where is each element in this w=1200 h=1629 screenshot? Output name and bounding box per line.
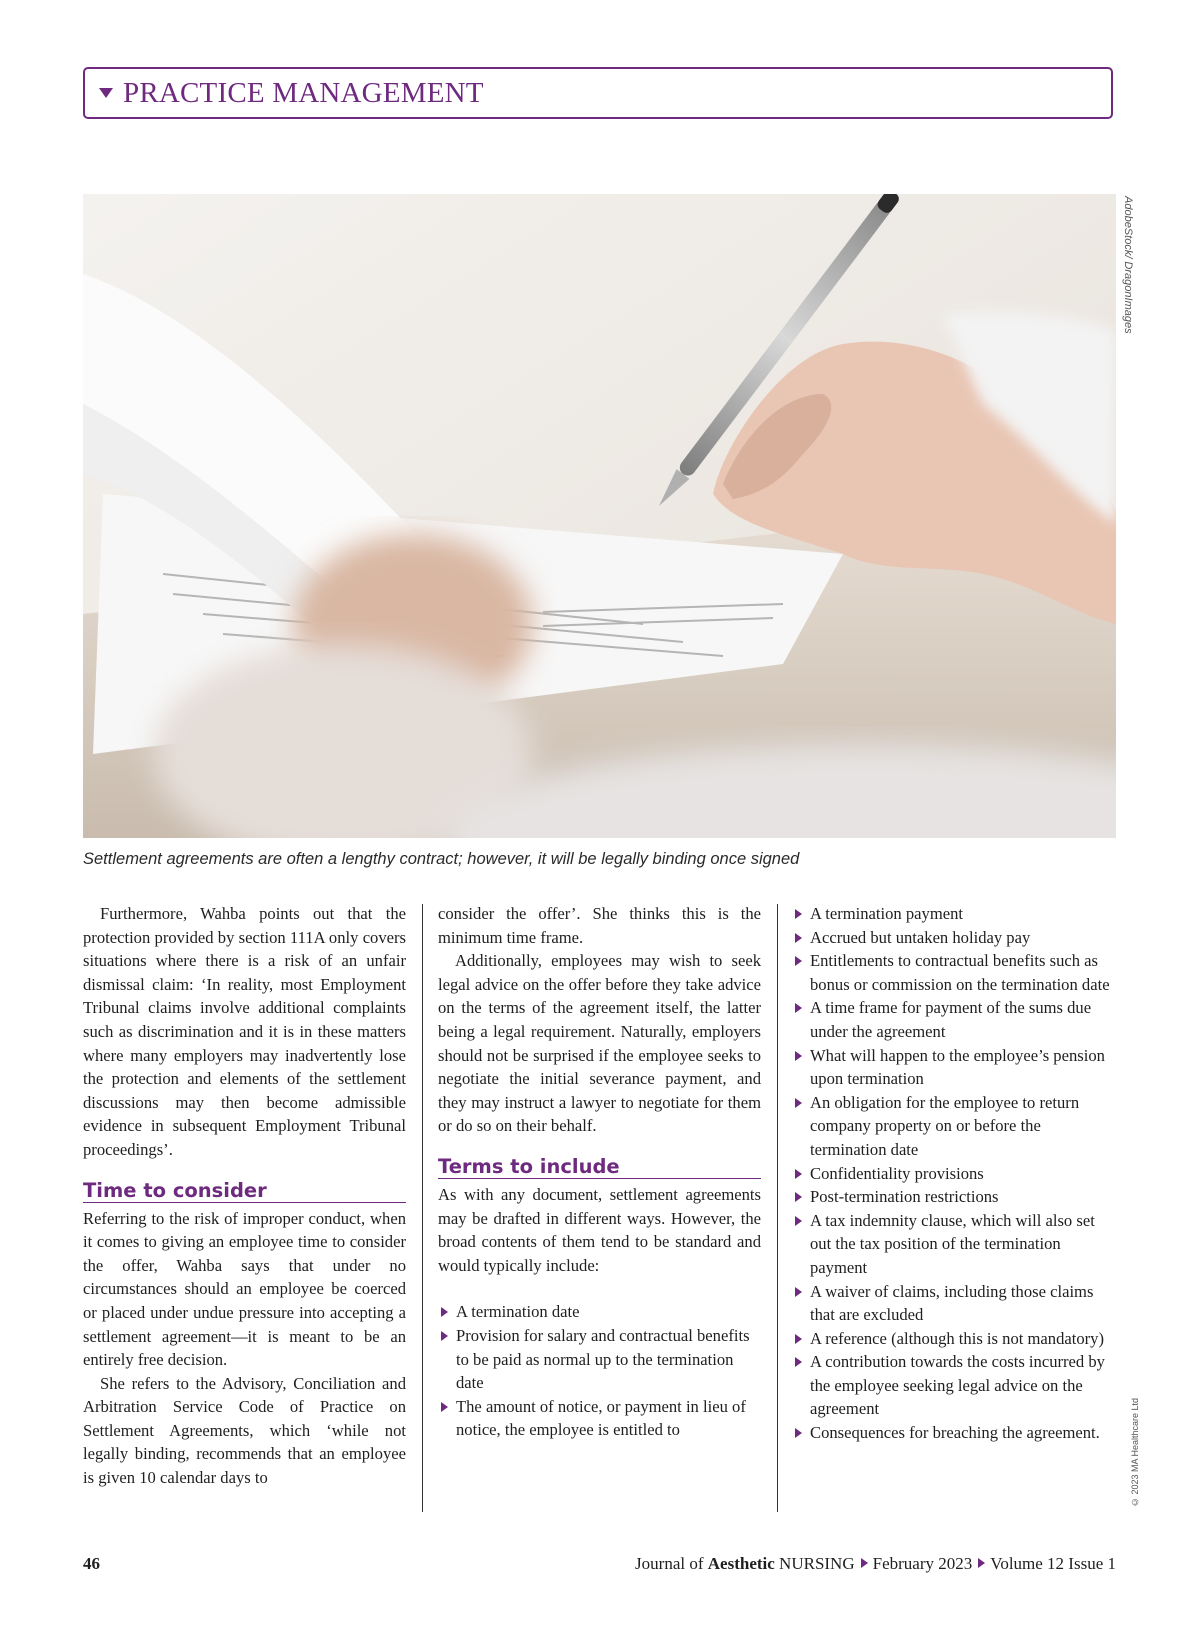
column-divider xyxy=(777,904,778,1512)
journal-info xyxy=(635,1554,1116,1574)
photo-credit: AdobeStock/ DragonImages xyxy=(1122,196,1134,334)
list-item: A tax indemnity clause, which will also set out the tax position of the termination payment xyxy=(792,1209,1117,1280)
paragraph: consider the offer’. She thinks this is the minimum time frame. xyxy=(438,904,761,947)
list-item: Consequences for breaching the agreement. xyxy=(792,1421,1117,1445)
list-item: Provision for salary and contractual benefits to be paid as normal up to the termination date xyxy=(438,1324,761,1395)
list-item: A time frame for payment of the sums due under the agreement xyxy=(792,996,1117,1043)
column-divider xyxy=(422,904,423,1512)
journal-prefix: Journal of xyxy=(635,1554,708,1573)
list-item: A waiver of claims, including those claims that are excluded xyxy=(792,1280,1117,1327)
page-footer xyxy=(83,1554,1116,1578)
paragraph: Referring to the risk of improper conduct, when it comes to giving an employee time to consider the offer, Wahba says that under no circumstances should an employee be coerced or placed under undue pressure into accepting a settlement agreement—it is meant to be an entirely free decision. xyxy=(83,1208,406,1370)
volume-issue: Volume 12 Issue 1 xyxy=(990,1554,1116,1573)
paragraph: Furthermore, Wahba points out that the protection provided by section 111A only covers situations where there is a risk of an unfair dismissal claim: ‘In reality, most Employment Tribunal claims involve additional complaints such as discrimination and it is in these matters where many employers may inadvertently lose the protection and elements of the settlement discussions may then become admissible evidence in subsequent Employment Tribunal proceedings’. xyxy=(83,904,406,1159)
section-title: PRACTICE MANAGEMENT xyxy=(123,76,484,109)
list-item: A termination payment xyxy=(792,902,1117,926)
triangle-right-icon xyxy=(978,1558,985,1568)
bullet-list xyxy=(792,902,1117,1445)
list-item: An obligation for the employee to return company property on or before the termination date xyxy=(792,1091,1117,1162)
list-item: Confidentiality provisions xyxy=(792,1162,1117,1186)
copyright-notice: © 2023 MA Healthcare Ltd xyxy=(1130,1398,1140,1508)
list-item: Post-termination restrictions xyxy=(792,1185,1117,1209)
section-banner xyxy=(83,67,1113,119)
journal-name-bold: Aesthetic xyxy=(707,1554,775,1573)
paragraph: She refers to the Advisory, Conciliation and Arbitration Service Code of Practice on Settlement Agreements, which ‘while not legally binding, recommends that an employee is given 10 calendar days to xyxy=(83,1373,406,1488)
triangle-right-icon xyxy=(861,1558,868,1568)
triangle-down-icon xyxy=(99,88,113,98)
article-photo xyxy=(83,194,1116,838)
subheading-time-to-consider: Time to consider xyxy=(83,1180,406,1203)
page-number: 46 xyxy=(83,1554,100,1573)
list-item: Entitlements to contractual benefits such as bonus or commission on the termination date xyxy=(792,949,1117,996)
list-item: The amount of notice, or payment in lieu of notice, the employee is entitled to xyxy=(438,1395,761,1442)
article-column-3 xyxy=(792,902,1117,1445)
list-item: A reference (although this is not mandatory) xyxy=(792,1327,1117,1351)
article-column-2 xyxy=(438,902,761,1442)
bullet-list xyxy=(438,1300,761,1442)
list-item: Accrued but untaken holiday pay xyxy=(792,926,1117,950)
issue-date: February 2023 xyxy=(872,1554,973,1573)
paragraph: As with any document, settlement agreements may be drafted in different ways. However, the broad contents of them tend to be standard and would typically include: xyxy=(438,1184,761,1275)
figure-caption: Settlement agreements are often a lengthy contract; however, it will be legally binding once signed xyxy=(83,850,800,868)
list-item: A contribution towards the costs incurred by the employee seeking legal advice on the agreement xyxy=(792,1350,1117,1421)
article-column-1 xyxy=(83,902,406,1490)
subheading-terms-to-include: Terms to include xyxy=(438,1156,761,1179)
list-item: What will happen to the employee’s pension upon termination xyxy=(792,1044,1117,1091)
list-item: A termination date xyxy=(438,1300,761,1324)
paragraph: Additionally, employees may wish to seek legal advice on the offer before they take advice on the terms of the agreement itself, the latter being a legal requirement. Naturally, employers should not be surprised if the employee seeks to negotiate the initial severance payment, and they may instruct a lawyer to negotiate for them or do so on their behalf. xyxy=(438,951,761,1136)
journal-suffix: NURSING xyxy=(774,1554,855,1573)
